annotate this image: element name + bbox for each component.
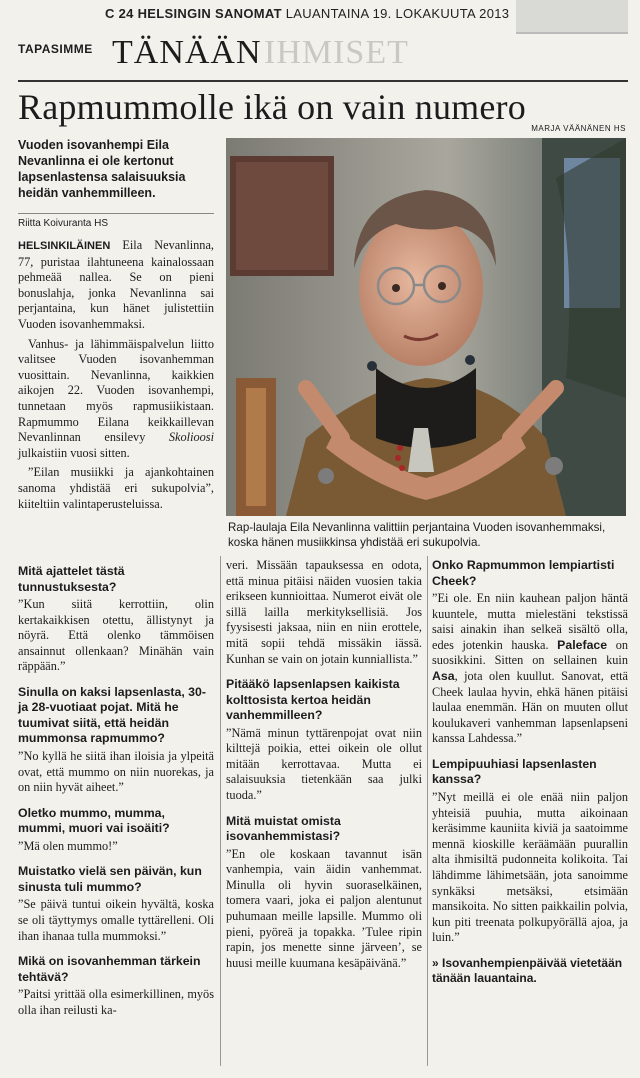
byline: Riitta Koivuranta HS	[18, 213, 214, 229]
column-divider	[427, 556, 428, 1066]
answer: ”En ole koskaan tavannut isän vanhempia, vain äidin vanhemmat. Minulla oli hyvin suoraselkäinen, tomera vaari, joka ei paljon alentunut puhumaan meille lapsille. Mummo oli pieni, pyöreä ja topakka. ’Tulee ripin rapin, jos menette sinne järveen’, se huusi meille kuumana kesäpäivänä.”	[226, 846, 422, 970]
section-ghost-title: IHMISET	[264, 34, 409, 71]
question: Mikä on isovanhemman tärkein tehtävä?	[18, 954, 201, 984]
header-rule	[18, 80, 628, 82]
answer: ”Ei ole. En niin kauhean paljon häntä kuuntele, mutta mielestäni tekstissä saisi ainakin ihan selkeä sisältö olla, edes jotenkin hauska. Paleface on suosikkini. Sitten on sellainen kuin Asa, jota olen kuullut. Sanovat, että Cheek laulaa hyvin, ehkä hänen pitäisi laulaa enemmän. Hän on muuten ollut koulukaveri vanhemman lapsenlapseni kanssa Lahdessa.”	[432, 591, 628, 746]
question: Pitääkö lapsenlapsen kaikista kolttosista kertoa heidän vanhemmilleen?	[226, 677, 400, 723]
question: Sinulla on kaksi lapsenlasta, 30- ja 28-vuotiaat pojat. Mitä he tuumivat siitä, että heidän mummonsa rapmummo?	[18, 684, 206, 746]
column-divider	[220, 556, 221, 1066]
corner-logo-box	[516, 0, 628, 34]
masthead	[105, 6, 509, 21]
headline: Rapmummolle ikä on vain numero	[18, 87, 526, 127]
question: Onko Rapmummon lempiartisti Cheek?	[432, 558, 615, 588]
paper-name: HELSINGIN SANOMAT	[137, 6, 282, 21]
answer: ”Nyt meillä ei ole enää niin paljon yhteisiä puuhia, mutta aikoinaan keräsimme kauniita kiviä ja saatoimme mennä kioskille keräämään puurallin alta ihmisiltä pudonneita kolikoita. Tai lähdimme lähimetsään, jota sanoimme synkäksi metsäksi, etsimään mansikoita. No sitten paikkailin polvia, kun piti treenata polkupyörällä ajoa, ja luin.”	[432, 789, 628, 945]
question: Lempipuuhiasi lapsenlasten kanssa?	[432, 756, 597, 787]
intro-column	[18, 238, 214, 516]
double-chevron-icon: »	[432, 955, 439, 970]
issue-date: LAUANTAINA 19. LOKAKUUTA 2013	[285, 6, 510, 21]
album-title: Skolioosi	[168, 430, 214, 445]
answer: ”Nämä minun tyttärenpojat ovat niin kilttejä poikia, ettei oikein ole ollut mitään kerrottavaa. Mutta ei salaisuuksia tietenkään saa julki tuoda.”	[226, 725, 422, 803]
question: Oletko mummo, mumma, mummi, muori vai isoäiti?	[18, 805, 170, 836]
photo-credit: MARJA VÄÄNÄNEN HS	[531, 124, 626, 133]
qa-column-2	[226, 558, 422, 971]
answer: ”Paitsi yrittää olla esimerkillinen, myös olla ihan reilusti ka-	[18, 987, 214, 1017]
intro-paragraph: ”Eilan musiikki ja ajankohtainen sanoma yhdistää eri sukupolvia”, kiiteltiin valintaperusteluissa.	[18, 465, 214, 511]
qa-column-3	[432, 558, 628, 986]
answer: ”Kun siitä kerrottiin, olin kertakaikkisen otettu, ällistynyt ja nöyrä. Että olenko tämmöisen ansainnut ollenkaan? Minähän vain räppään.”	[18, 597, 214, 674]
photo-caption: Rap-laulaja Eila Nevanlinna valittiin perjantaina Vuoden isovanhemmaksi, koska hänen musiikkinsa yhdistää eri sukupolvia.	[228, 521, 606, 549]
question: Mitä ajattelet tästä tunnustuksesta?	[18, 564, 125, 594]
footnote: » Isovanhempienpäivää vietetään tänään lauantaina.	[432, 955, 623, 985]
answer-continued: veri. Missään tapauksessa en odota, että minua pitäisi näiden vuosien takia erikseen kunnioittaa. Numerot eivät ole sillä lailla merkityksellisiä. Jos fyysisesti jaksaa, niin en niin erottele, mitä sopii tehdä missäkin iässä. Kunhan se vain on jotain kunniallista.”	[226, 558, 422, 666]
portrait-photo	[226, 138, 626, 516]
artist-name: Paleface	[557, 637, 608, 652]
page-number: C 24	[105, 6, 134, 21]
intro-paragraph: Vanhus- ja lähimmäispalvelun liitto valitsee Vuoden isovanhemman vuosittain. Nevanlinna, kaikkien aikojen 22. Vuoden isovanhempi, tunnetaan myös rapmusiikistaan. Rapmummo Eilana keikkaillevan Nevanlinnan ensilevy Skolioosi julkaistiin vuosi sitten.	[18, 336, 214, 460]
portrait-illustration	[226, 138, 626, 516]
qa-column-1	[18, 564, 214, 1018]
question: Muistatko vielä sen päivän, kun sinusta tuli mummo?	[18, 864, 202, 894]
question: Mitä muistat omista isovanhemmistasi?	[226, 813, 341, 844]
answer: ”Mä olen mummo!”	[18, 838, 118, 853]
section-title: TÄNÄÄN	[112, 34, 262, 71]
intro-paragraph: HELSINKILÄINEN Eila Nevanlinna, 77, puristaa ilahtuneena kainalossaan pehmeää nallea. Se on pieni bonuslahja, jonka Nevanlinna sai perjantaina, kun hänet julistettiin Vuoden isovanhemmaksi.	[18, 238, 214, 331]
artist-name: Asa	[432, 668, 455, 683]
section-tag: TAPASIMME	[18, 42, 93, 56]
lead-paragraph: Vuoden isovanhempi Eila Nevanlinna ei ole kertonut lapsenlastensa salaisuuksia heidän vanhemmilleen.	[18, 138, 186, 200]
answer: ”Se päivä tuntui oikein hyvältä, koska se oli täyttymys omalle tyttärelleni. Oli ihan ihanaa tulla mummoksi.”	[18, 897, 214, 943]
answer: ”No kyllä he siitä ihan iloisia ja ylpeitä ovat, että mummo on niin nuorekas, ja on niin hyvät aiheet.”	[18, 748, 214, 795]
